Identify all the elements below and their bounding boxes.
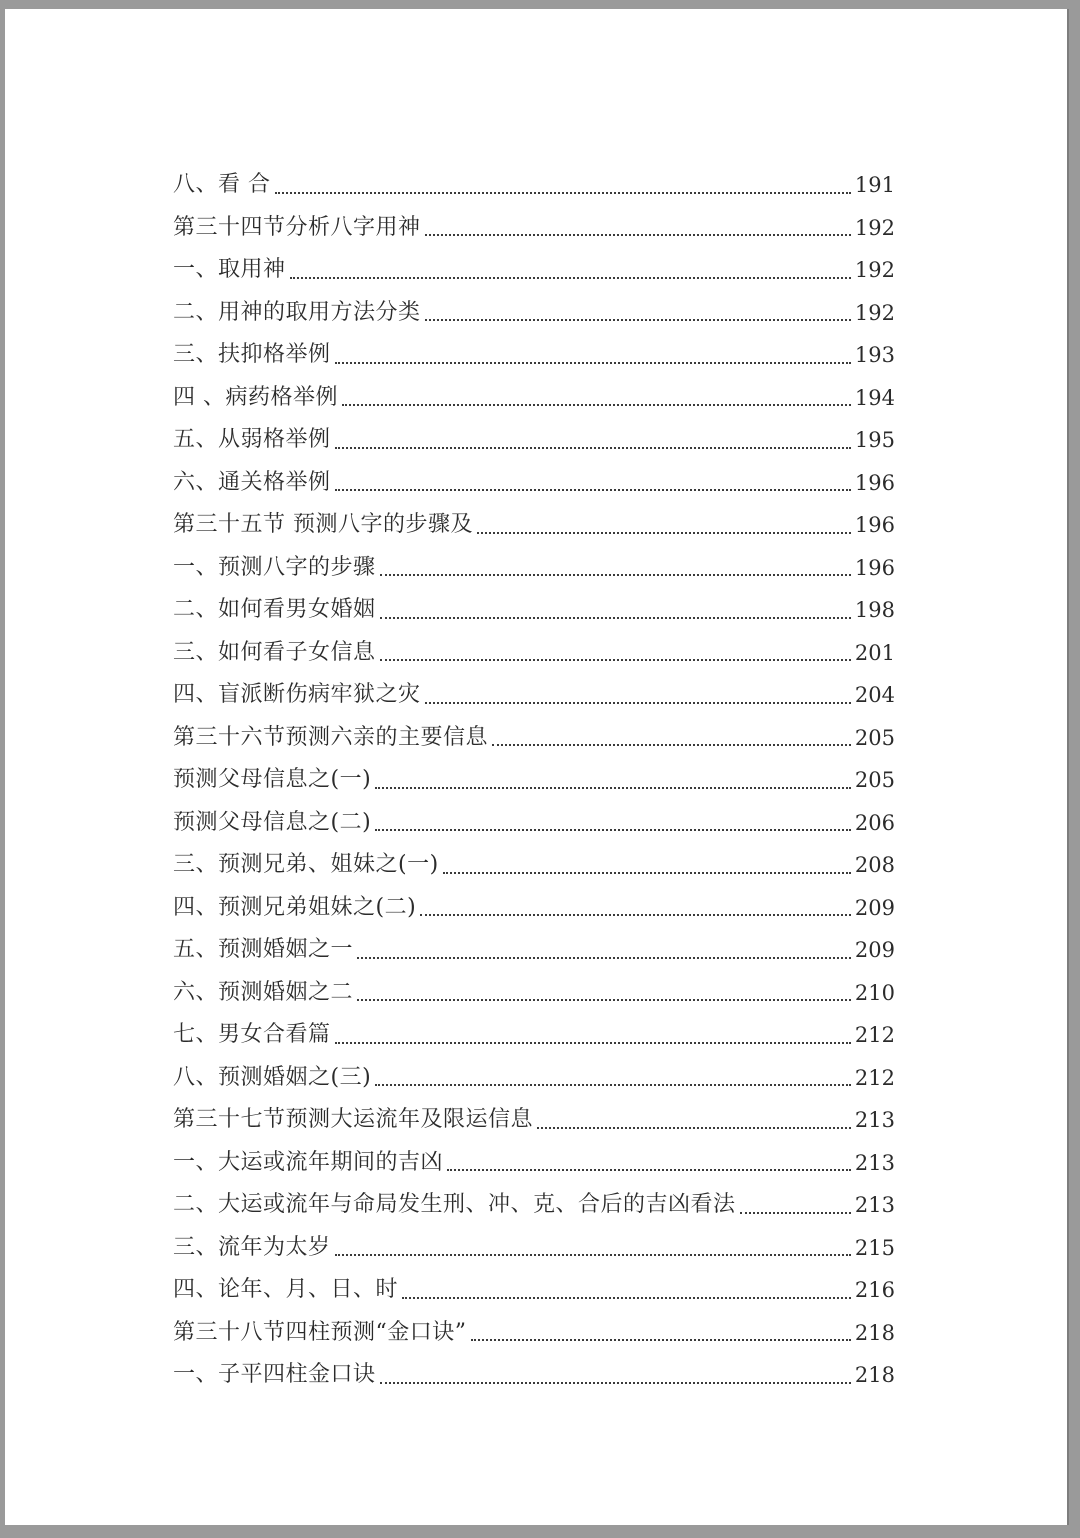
toc-entry-title: 六、预测婚姻之二: [173, 979, 354, 1005]
toc-entry-title: 三、流年为太岁: [173, 1234, 331, 1260]
toc-entry-page-number: 201: [854, 640, 895, 665]
toc-entry-title: 三、如何看子女信息: [173, 639, 376, 665]
toc-entry-page-number: 204: [854, 683, 895, 707]
toc-entry-title: 二、如何看男女婚姻: [173, 597, 376, 622]
toc-entry-page-number: 216: [854, 1278, 895, 1302]
toc-entry-page-number: 212: [854, 1023, 895, 1047]
toc-entry: [173, 844, 895, 887]
toc-entry: [173, 419, 895, 462]
toc-entry: [173, 929, 895, 972]
toc-entry-title: 一、取用神: [173, 257, 286, 282]
toc-entry: [173, 1014, 895, 1057]
toc-entry: [173, 207, 895, 250]
dot-leader: [425, 233, 851, 236]
toc-entry-title: 三、预测兄弟、姐妹之(一): [173, 852, 439, 877]
dot-leader: [740, 1211, 851, 1214]
dot-leader: [335, 446, 851, 449]
toc-entry-title: 四、论年、月、日、时: [173, 1277, 399, 1302]
toc-entry-title: 八、预测婚姻之(三): [173, 1064, 372, 1090]
scanned-page: [5, 9, 1069, 1525]
toc-entry-title: 八、看 合: [173, 172, 271, 197]
toc-entry-page-number: 213: [854, 1108, 895, 1132]
toc-entry-title: 六、通关格举例: [173, 469, 331, 495]
toc-entry-title: 预测父母信息之(二): [173, 809, 372, 835]
toc-entry-title: 第三十七节预测大运流年及限运信息: [173, 1107, 534, 1132]
toc-entry: [173, 887, 895, 930]
toc-entry: [173, 1099, 895, 1142]
toc-entry-title: 一、大运或流年期间的吉凶: [173, 1149, 444, 1175]
dot-leader: [477, 531, 851, 534]
toc-entry: [173, 589, 895, 632]
dot-leader: [290, 276, 851, 279]
toc-entry: [173, 292, 895, 335]
toc-entry-page-number: 215: [854, 1235, 895, 1260]
toc-entry-page-number: 196: [854, 470, 895, 495]
toc-entry-page-number: 205: [854, 725, 895, 750]
dot-leader: [357, 998, 851, 1001]
dot-leader: [443, 871, 851, 874]
toc-entry-page-number: 196: [854, 513, 895, 537]
toc-entry-page-number: 209: [854, 938, 895, 962]
toc-entry: [173, 249, 895, 292]
toc-entry-title: 第三十五节 预测八字的步骤及: [173, 512, 473, 537]
dot-leader: [420, 913, 851, 916]
toc-entry-title: 一、预测八字的步骤: [173, 554, 376, 580]
dot-leader: [375, 1083, 851, 1086]
dot-leader: [380, 616, 851, 619]
toc-entry-title: 二、大运或流年与命局发生刑、冲、克、合后的吉凶看法: [173, 1192, 736, 1217]
toc-entry-page-number: 198: [854, 598, 895, 622]
dot-leader: [342, 403, 851, 406]
toc-entry-page-number: 192: [854, 258, 895, 282]
toc-entry: [173, 1142, 895, 1185]
toc-entry-page-number: 213: [854, 1193, 895, 1217]
toc-entry: [173, 1269, 895, 1312]
toc-entry-page-number: 205: [854, 768, 895, 792]
toc-entry: [173, 759, 895, 802]
toc-entry-title: 三、扶抑格举例: [173, 342, 331, 367]
toc-entry-page-number: 206: [854, 810, 895, 835]
dot-leader: [537, 1126, 851, 1129]
toc-entry: [173, 377, 895, 420]
toc-entry: [173, 164, 895, 207]
dot-leader: [447, 1168, 851, 1171]
dot-leader: [375, 786, 851, 789]
toc-entry: [173, 802, 895, 845]
toc-entry-title: 第三十六节预测六亲的主要信息: [173, 724, 489, 750]
toc-entry-page-number: 218: [854, 1320, 895, 1345]
toc-entry-page-number: 213: [854, 1150, 895, 1175]
dot-leader: [335, 1253, 851, 1256]
toc-entry: [173, 334, 895, 377]
toc-entry: [173, 504, 895, 547]
dot-leader: [380, 1381, 851, 1384]
toc-entry-page-number: 193: [854, 343, 895, 367]
toc-entry-page-number: 191: [854, 173, 895, 197]
toc-entry-title: 一、子平四柱金口诀: [173, 1362, 376, 1387]
toc-entry-title: 预测父母信息之(一): [173, 767, 372, 792]
toc-entry-title: 四、预测兄弟姐妹之(二): [173, 894, 417, 920]
toc-entry: [173, 717, 895, 760]
toc-entry: [173, 1312, 895, 1355]
table-of-contents: [173, 164, 895, 1397]
toc-entry: [173, 1227, 895, 1270]
toc-entry-page-number: 212: [854, 1065, 895, 1090]
dot-leader: [425, 318, 851, 321]
dot-leader: [335, 488, 851, 491]
dot-leader: [357, 956, 851, 959]
toc-entry-page-number: 194: [854, 385, 895, 410]
toc-entry: [173, 972, 895, 1015]
dot-leader: [375, 828, 851, 831]
toc-entry: [173, 1354, 895, 1397]
toc-entry-title: 第三十四节分析八字用神: [173, 214, 421, 240]
dot-leader: [275, 191, 851, 194]
dot-leader: [380, 658, 851, 661]
dot-leader: [335, 361, 851, 364]
dot-leader: [402, 1296, 851, 1299]
toc-entry-page-number: 192: [854, 215, 895, 240]
toc-entry: [173, 462, 895, 505]
dot-leader: [425, 701, 851, 704]
toc-entry: [173, 674, 895, 717]
toc-entry-page-number: 209: [854, 895, 895, 920]
toc-entry-title: 五、预测婚姻之一: [173, 937, 354, 962]
toc-entry-title: 四、盲派断伤病牢狱之灾: [173, 682, 421, 707]
toc-entry-page-number: 196: [854, 555, 895, 580]
toc-entry-page-number: 195: [854, 428, 895, 452]
toc-entry: [173, 1184, 895, 1227]
dot-leader: [380, 573, 851, 576]
toc-entry-page-number: 210: [854, 980, 895, 1005]
toc-entry-title: 第三十八节四柱预测“金口诀”: [173, 1319, 467, 1345]
toc-entry-title: 五、从弱格举例: [173, 427, 331, 452]
toc-entry: [173, 1057, 895, 1100]
dot-leader: [471, 1338, 851, 1341]
toc-entry-page-number: 218: [854, 1363, 895, 1387]
dot-leader: [492, 743, 851, 746]
toc-entry-page-number: 192: [854, 300, 895, 325]
toc-entry-title: 四 、病药格举例: [173, 384, 338, 410]
toc-entry: [173, 632, 895, 675]
dot-leader: [335, 1041, 851, 1044]
toc-entry-title: 七、男女合看篇: [173, 1022, 331, 1047]
toc-entry-title: 二、用神的取用方法分类: [173, 299, 421, 325]
toc-entry: [173, 547, 895, 590]
toc-entry-page-number: 208: [854, 853, 895, 877]
